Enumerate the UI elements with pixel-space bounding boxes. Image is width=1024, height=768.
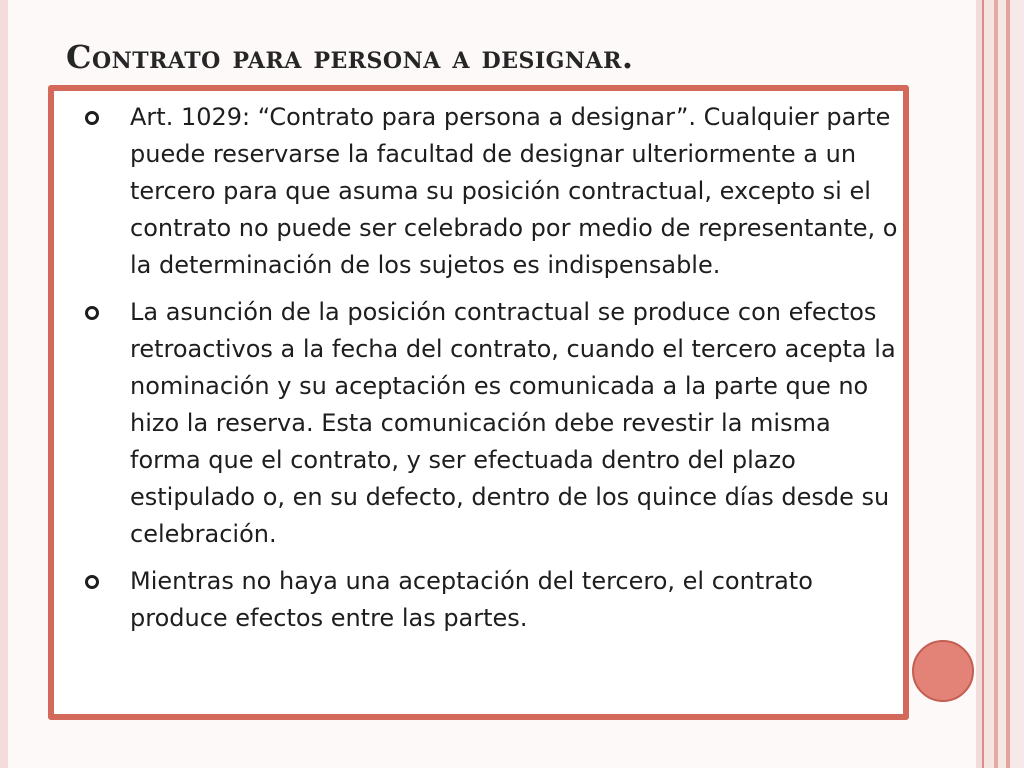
bullet-icon [85,306,99,320]
right-decorative-stripe [1010,0,1024,768]
slide-title: Contrato para persona a designar. [66,38,634,76]
bullet-text: Art. 1029: “Contrato para persona a designar”. Cualquier parte puede reservarse la facultad de designar ulteriormente a un tercero para que asuma su posición contractual, excepto si el contrato no puede ser celebrado por medio de representante, o la determinación de los sujetos es indispensable. [130,103,898,279]
bullet-icon [85,111,99,125]
right-decorative-stripe [984,0,994,768]
decorative-circle [912,640,974,702]
bullet-item-asuncion [78,294,898,553]
bullet-icon [85,575,99,589]
bullet-list [78,99,898,647]
content-box [48,85,909,720]
bullet-item-aceptacion [78,563,898,637]
left-edge-stripe [0,0,8,768]
bullet-item-art-1029 [78,99,898,284]
bullet-text: Mientras no haya una aceptación del tercero, el contrato produce efectos entre las partes. [130,567,813,632]
bullet-text: La asunción de la posición contractual se produce con efectos retroactivos a la fecha del contrato, cuando el tercero acepta la nominación y su aceptación es comunicada a la parte que no hizo la reserva. Esta comunicación debe revestir la misma forma que el contrato, y ser efectuada dentro del plazo estipulado o, en su defecto, dentro de los quince días desde su celebración. [130,298,896,548]
right-decorative-stripe [998,0,1006,768]
